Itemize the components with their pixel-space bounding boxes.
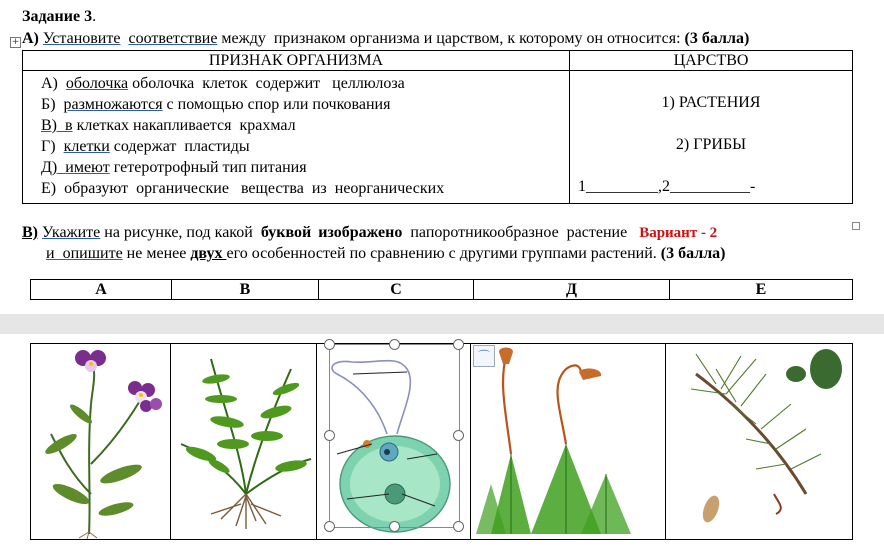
- feature-item: В) в клетках накапливается крахмал: [41, 117, 296, 134]
- resize-handle[interactable]: [389, 339, 400, 350]
- resize-handle[interactable]: [324, 430, 335, 441]
- picture-d-moss: [471, 344, 666, 539]
- answer-line[interactable]: 1_________,2__________-: [578, 178, 756, 195]
- feature-item: А) оболочка оболочка клеток содержит целлюлоза: [41, 75, 405, 92]
- kingdom-fungi: 2) ГРИБЫ: [675, 136, 747, 153]
- header-feature: ПРИЗНАК ОРГАНИЗМА: [23, 51, 570, 71]
- letter-cell: E: [670, 280, 853, 300]
- resize-handle[interactable]: [453, 339, 464, 350]
- feature-item: Б) размножаются с помощью спор или почкования: [41, 96, 391, 113]
- resize-handle[interactable]: [324, 521, 335, 532]
- matching-table: [22, 50, 853, 204]
- letter-cell: A: [31, 280, 172, 300]
- letter-cell: C: [319, 280, 474, 300]
- letter-cell: Д: [474, 280, 670, 300]
- move-icon[interactable]: +: [11, 37, 20, 47]
- resize-handle[interactable]: [453, 430, 464, 441]
- picture-b-fern: [171, 344, 317, 539]
- letter-cell: B: [172, 280, 319, 300]
- kingdom-plants: 1) РАСТЕНИЯ: [661, 94, 761, 111]
- feature-item: Д) имеют гетеротрофный тип питания: [41, 159, 307, 176]
- image-selection-frame[interactable]: [329, 344, 460, 528]
- part-b-instruction-line2: и опишите не менее двух его особенностей по сравнению с другими группами растений. (3 балла): [46, 245, 726, 262]
- features-list: [23, 71, 570, 204]
- letters-row: [30, 279, 853, 300]
- picture-e-pine: [666, 344, 852, 539]
- picture-a-pansy: [31, 344, 171, 539]
- table-resize-handle[interactable]: [852, 222, 860, 230]
- part-b-instruction: В) Укажите на рисунке, под какой буквой изображено папоротникообразное растение Вариант - 2: [22, 224, 718, 241]
- part-a-instruction: А) Установите соответствие между признаком организма и царством, к которому он относится: (3 балла): [22, 30, 750, 47]
- feature-item: Г) клетки содержат пластиды: [41, 138, 250, 155]
- resize-handle[interactable]: [453, 521, 464, 532]
- resize-handle[interactable]: [389, 521, 400, 532]
- kingdoms-cell: [570, 71, 853, 204]
- task-title: Задание 3.: [22, 8, 97, 25]
- variant-label: Вариант - 2: [639, 225, 718, 241]
- layout-options-icon[interactable]: ⌒: [473, 345, 495, 367]
- resize-handle[interactable]: [324, 339, 335, 350]
- header-kingdom: ЦАРСТВО: [570, 51, 853, 71]
- feature-item: Е) образуют органические вещества из неорганических: [41, 180, 445, 197]
- page-break: [0, 314, 884, 334]
